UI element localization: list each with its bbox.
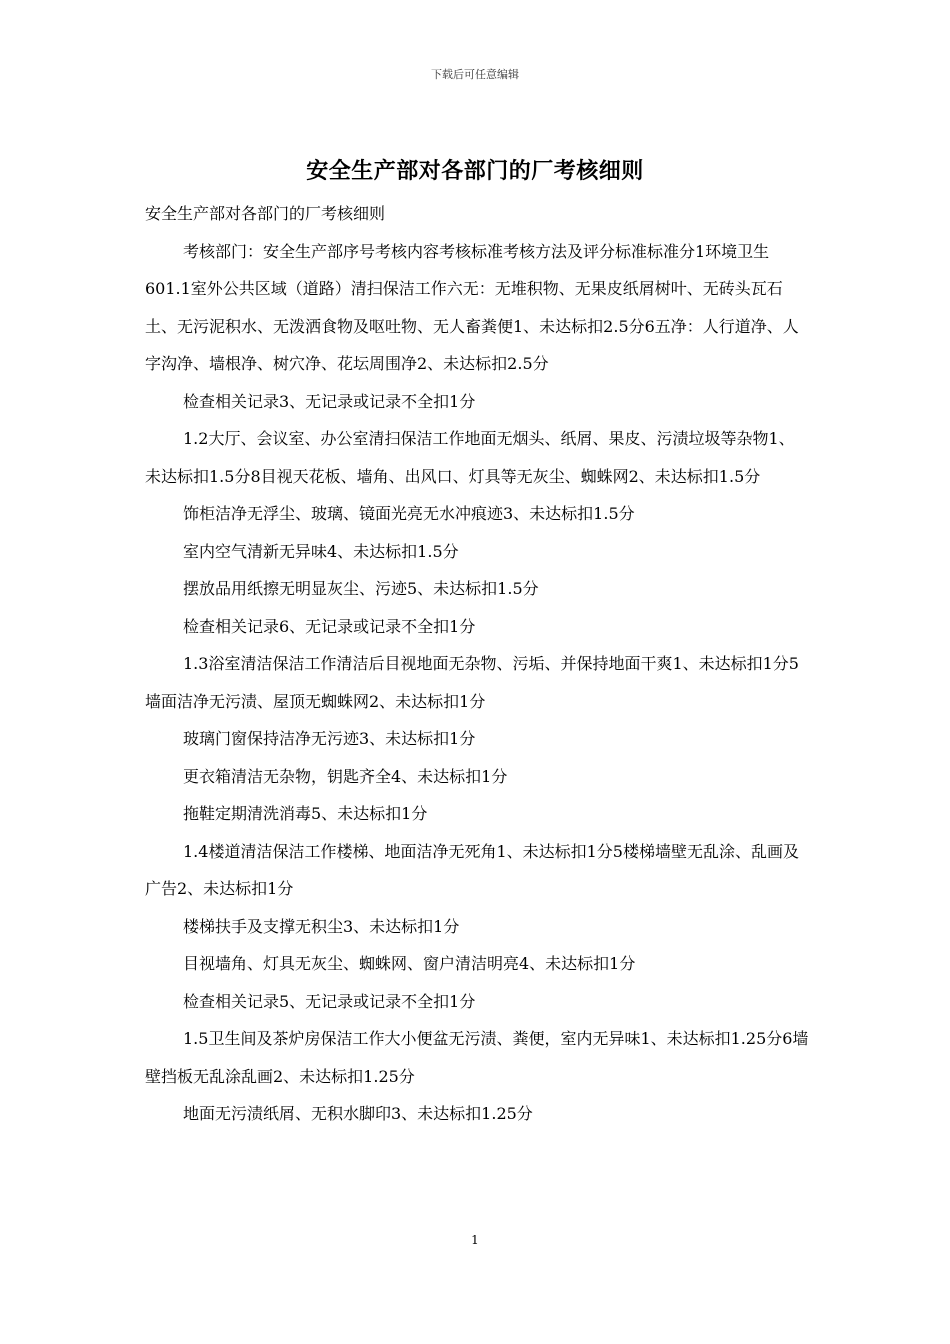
paragraph: 摆放品用纸擦无明显灰尘、污迹5、未达标扣1.5分 xyxy=(183,579,539,598)
paragraph: 安全生产部对各部门的厂考核细则 xyxy=(145,204,386,223)
document-title: 安全生产部对各部门的厂考核细则 xyxy=(306,158,644,184)
paragraph: 1.2大厅、会议室、办公室清扫保洁工作地面无烟头、纸屑、果皮、污渍垃圾等杂物1、未达标扣1.5分8目视天花板、墙角、出风口、灯具等无灰尘、蜘蛛网2、未达标扣1.5分 xyxy=(145,429,795,486)
paragraph: 楼梯扶手及支撑无积尘3、未达标扣1分 xyxy=(183,916,460,936)
paragraph: 拖鞋定期清洗消毒5、未达标扣1分 xyxy=(183,804,428,823)
paragraph: 目视墙角、灯具无灰尘、蜘蛛网、窗户清洁明亮4、未达标扣1分 xyxy=(183,954,636,973)
paragraph: 1.5卫生间及茶炉房保洁工作大小便盆无污渍、粪便，室内无异味1、未达标扣1.25分6墙壁挡板无乱涂乱画2、未达标扣1.25分 xyxy=(145,1029,809,1086)
page-number: 1 xyxy=(471,1233,479,1247)
paragraph: 饰柜洁净无浮尘、玻璃、镜面光亮无水冲痕迹3、未达标扣1.5分 xyxy=(183,504,635,523)
paragraph: 考核部门：安全生产部序号考核内容考核标准考核方法及评分标准标准分1环境卫生601.1室外公共区域（道路）清扫保洁工作六无：无堆积物、无果皮纸屑树叶、无砖头瓦石土、无污泥积水、无泼洒食物及呕吐物、无人畜粪便1、未达标扣2.5分6五净：人行道净、人字沟净、墙根净、树穴净、花坛周围净2、未达标扣2.5分 xyxy=(145,241,799,373)
paragraph: 室内空气清新无异味4、未达标扣1.5分 xyxy=(183,541,459,561)
paragraph: 1.4楼道清洁保洁工作楼梯、地面洁净无死角1、未达标扣1分5楼梯墙壁无乱涂、乱画及广告2、未达标扣1分 xyxy=(145,841,799,898)
paragraph: 检查相关记录6、无记录或记录不全扣1分 xyxy=(183,616,476,636)
paragraph: 1.3浴室清洁保洁工作清洁后目视地面无杂物、污垢、并保持地面干爽1、未达标扣1分5墙面洁净无污渍、屋顶无蜘蛛网2、未达标扣1分 xyxy=(145,654,799,711)
paragraph: 玻璃门窗保持洁净无污迹3、未达标扣1分 xyxy=(183,729,476,748)
document-body xyxy=(145,195,810,1133)
page-header: 下载后可任意编辑 xyxy=(431,68,519,81)
paragraph: 更衣箱清洁无杂物，钥匙齐全4、未达标扣1分 xyxy=(183,766,508,786)
paragraph: 检查相关记录5、无记录或记录不全扣1分 xyxy=(183,991,476,1011)
paragraph: 地面无污渍纸屑、无积水脚印3、未达标扣1.25分 xyxy=(183,1104,533,1123)
paragraph: 检查相关记录3、无记录或记录不全扣1分 xyxy=(183,391,476,411)
